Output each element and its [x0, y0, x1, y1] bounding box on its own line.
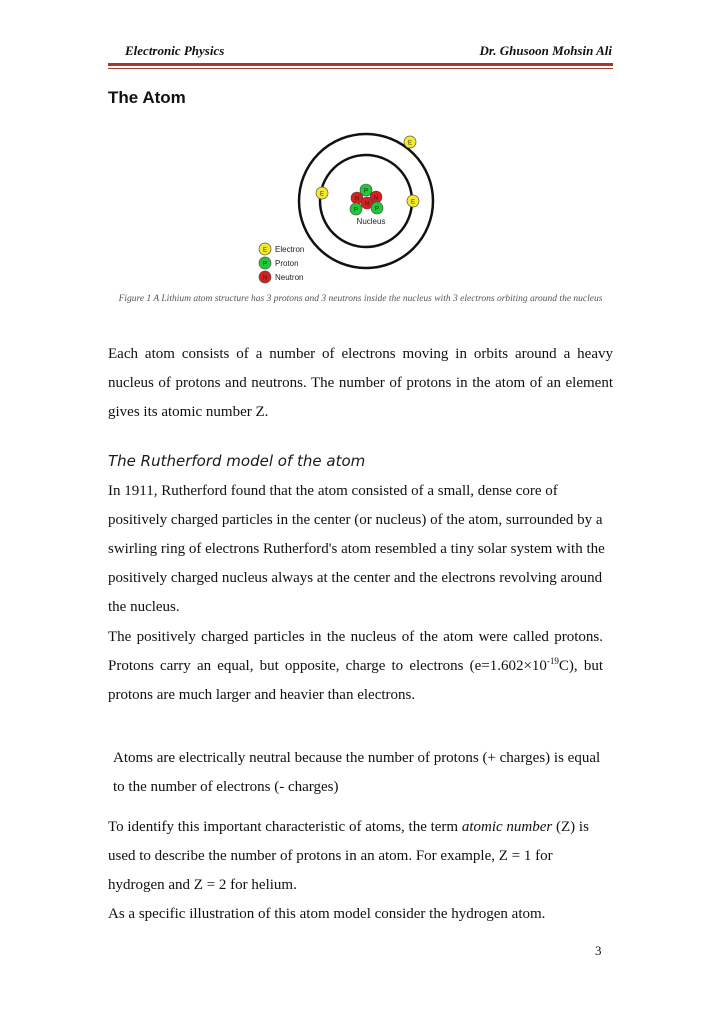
legend-proton-label: Proton — [275, 259, 299, 268]
paragraph-protons-text-2: C), but protons are much larger and heavier than electrons. — [108, 658, 603, 703]
paragraph-neutral: Atoms are electrically neutral because the number of protons (+ charges) is equal to the number of electrons (- charges) — [113, 750, 601, 795]
section-title: The Atom — [108, 88, 186, 107]
atomic-number-term: atomic number — [461, 819, 553, 835]
header-course-title: Electronic Physics — [125, 43, 225, 58]
legend-neutron-letter: N — [262, 275, 268, 282]
paragraph-atomic-number — [108, 813, 608, 929]
lithium-atom-figure — [250, 128, 450, 288]
proton-letter: P — [353, 207, 359, 214]
paragraph-intro: Each atom consists of a number of electrons moving in orbits around a heavy nucleus of protons and neutrons. The number of protons in the atom of an element gives its atomic number Z. — [108, 346, 613, 420]
legend-neutron-label: Neutron — [275, 273, 304, 282]
charge-exponent: -19 — [546, 656, 559, 666]
atomic-number-text-2: (Z) is used to describe the number of protons in an atom. For example, Z = 1 for hydrogen and Z = 2 for helium. — [108, 819, 589, 893]
nucleus-label: Nucleus — [356, 217, 386, 226]
figure-caption: Figure 1 A Lithium atom structure has 3 protons and 3 neutrons inside the nucleus with 3 electrons orbiting around the nucleus — [118, 294, 603, 304]
nucleus — [350, 184, 383, 215]
paragraph-rutherford: In 1911, Rutherford found that the atom consisted of a small, dense core of positively charged particles in the center (or nucleus) of the atom, surrounded by a swirling ring of electrons Rutherford's atom resembled a tiny solar system with the positively charged nucleus always at the center and the electrons revolving around the nucleus. — [108, 483, 605, 615]
legend-electron-label: Electron — [275, 245, 305, 254]
neutron-letter: N — [373, 195, 379, 202]
page-number: 3 — [595, 943, 602, 958]
header-author: Dr. Ghusoon Mohsin Ali — [479, 43, 612, 58]
atomic-number-text-1: To identify this important characteristic of atoms, the term — [108, 819, 462, 835]
hydrogen-illustration-line: As a specific illustration of this atom model consider the hydrogen atom. — [108, 906, 546, 922]
electron-outer-letter: E — [407, 140, 413, 147]
legend — [259, 243, 304, 283]
neutron-letter: N — [354, 196, 360, 203]
header-rule-thin — [108, 68, 613, 69]
electron-left-letter: E — [319, 191, 325, 198]
subheading-rutherford: The Rutherford model of the atom — [108, 452, 366, 470]
neutron-letter: N — [364, 201, 370, 208]
legend-electron-letter: E — [262, 247, 268, 254]
paragraph-protons — [108, 623, 603, 710]
legend-proton-letter: P — [262, 261, 268, 268]
proton-letter: P — [363, 188, 369, 195]
header-rule-thick — [108, 63, 613, 66]
proton-letter: P — [374, 206, 380, 213]
paragraph-protons-text-1: The positively charged particles in the nucleus of the atom were called protons. Protons carry an equal, but opposite, charge to electrons (e=1.602×10 — [108, 629, 603, 674]
electron-right-letter: E — [410, 199, 416, 206]
